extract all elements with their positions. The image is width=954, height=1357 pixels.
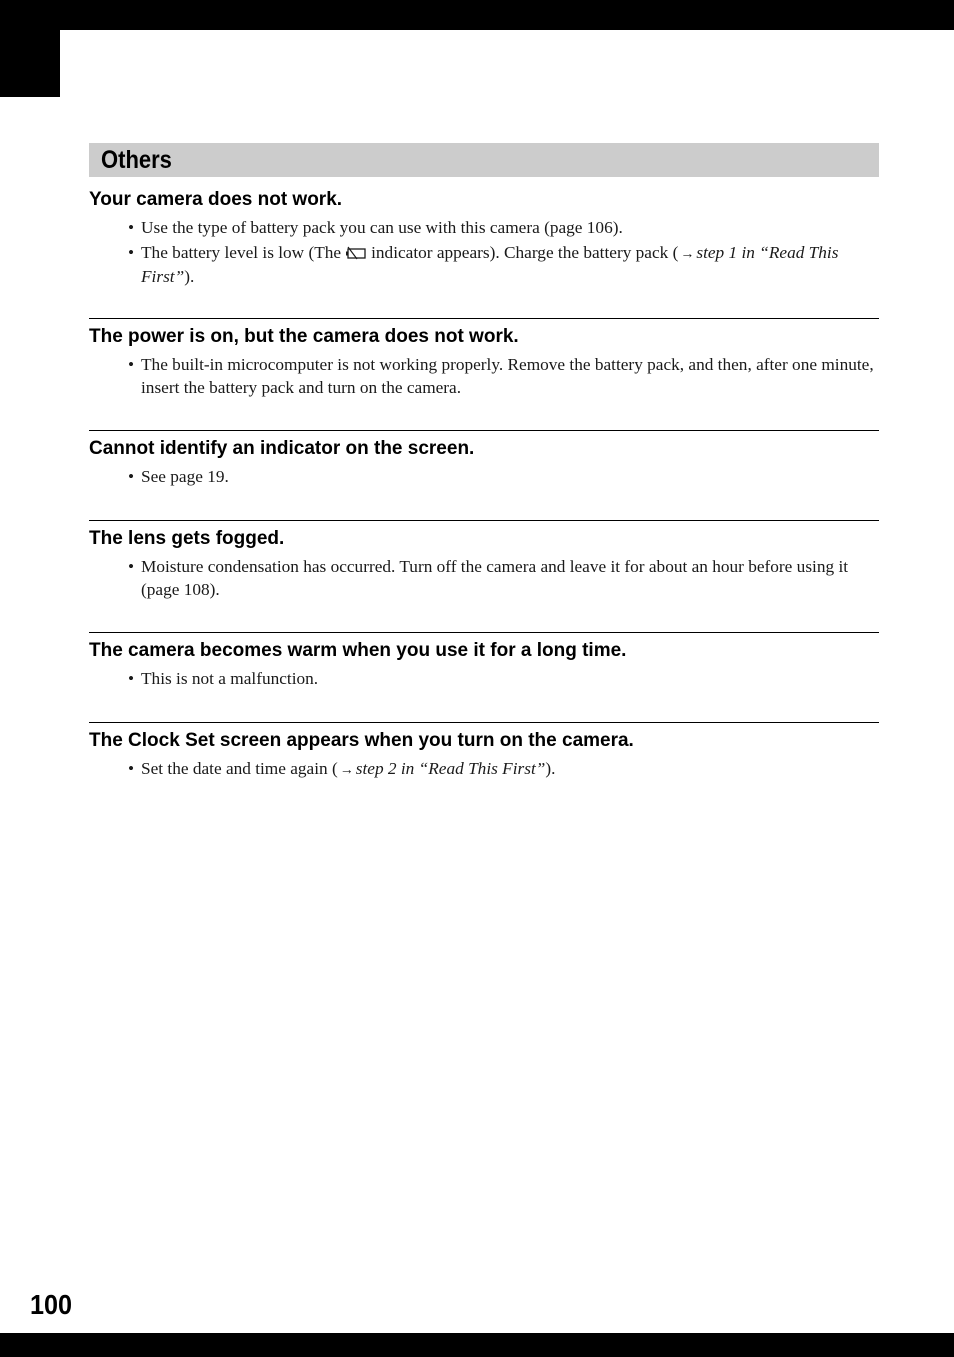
bullet-marker: • [128, 242, 135, 262]
list-item [89, 758, 879, 783]
section-title: Others [101, 146, 172, 174]
item-heading: Your camera does not work. [89, 189, 343, 210]
item-heading: The power is on, but the camera does not work. [89, 326, 519, 347]
bullet-text: Set the date and time again ( [141, 759, 338, 778]
list-item [89, 466, 879, 489]
bullet-text: ). [184, 267, 195, 286]
bullet-marker: • [128, 355, 135, 374]
bullet-text: The built-in microcomputer is not working properly. Remove the battery pack, and then, after one minute, insert the battery pack and turn on the camera. [141, 355, 874, 397]
troubleshoot-item [89, 318, 879, 401]
troubleshoot-item [89, 632, 879, 693]
item-bullet-list [89, 466, 879, 489]
page-number: 100 [30, 1289, 73, 1320]
battery-low-icon [345, 244, 367, 267]
item-bullet-list [89, 354, 879, 399]
item-heading: Cannot identify an indicator on the screen. [89, 438, 475, 459]
arrow-right-icon: → [339, 763, 354, 778]
troubleshoot-item [89, 188, 879, 291]
bullet-marker: • [128, 669, 135, 688]
item-bullet-list [89, 758, 879, 783]
troubleshoot-item [89, 430, 879, 491]
item-bullet-list [89, 217, 879, 289]
bullet-marker: • [128, 759, 135, 778]
item-heading: The camera becomes warm when you use it for a long time. [89, 640, 627, 661]
item-heading: The Clock Set screen appears when you turn on the camera. [89, 730, 634, 751]
bullet-text: The battery level is low (The [141, 242, 342, 262]
item-bullet-list [89, 668, 879, 691]
list-item [89, 217, 879, 240]
troubleshoot-item [89, 520, 879, 603]
arrow-right-icon: → [680, 246, 695, 262]
top-black-bar [0, 0, 954, 30]
bullet-marker: • [128, 557, 135, 576]
troubleshoot-item [89, 722, 879, 785]
cross-reference: step 1 in “Read This First” [141, 242, 839, 286]
bullet-text: Moisture condensation has occurred. Turn off the camera and leave it for about an hour before using it (page 108). [141, 557, 849, 599]
corner-tab [0, 0, 60, 97]
bullet-text: See page 19. [141, 467, 229, 486]
item-heading: The lens gets fogged. [89, 528, 285, 549]
bullet-marker: • [128, 467, 135, 486]
bullet-marker: • [128, 218, 135, 237]
bullet-text: This is not a malfunction. [141, 669, 319, 688]
bullet-text: indicator appears). Charge the battery pack ( [371, 242, 679, 262]
bullet-text: Use the type of battery pack you can use with this camera (page 106). [141, 218, 623, 237]
list-item [89, 668, 879, 691]
bottom-black-bar [0, 1333, 954, 1357]
list-item [89, 556, 879, 601]
item-bullet-list [89, 556, 879, 601]
bullet-text: ). [545, 759, 556, 778]
list-item [89, 354, 879, 399]
list-item [89, 242, 879, 289]
cross-reference: step 2 in “Read This First” [355, 759, 546, 778]
section-header [89, 143, 879, 177]
